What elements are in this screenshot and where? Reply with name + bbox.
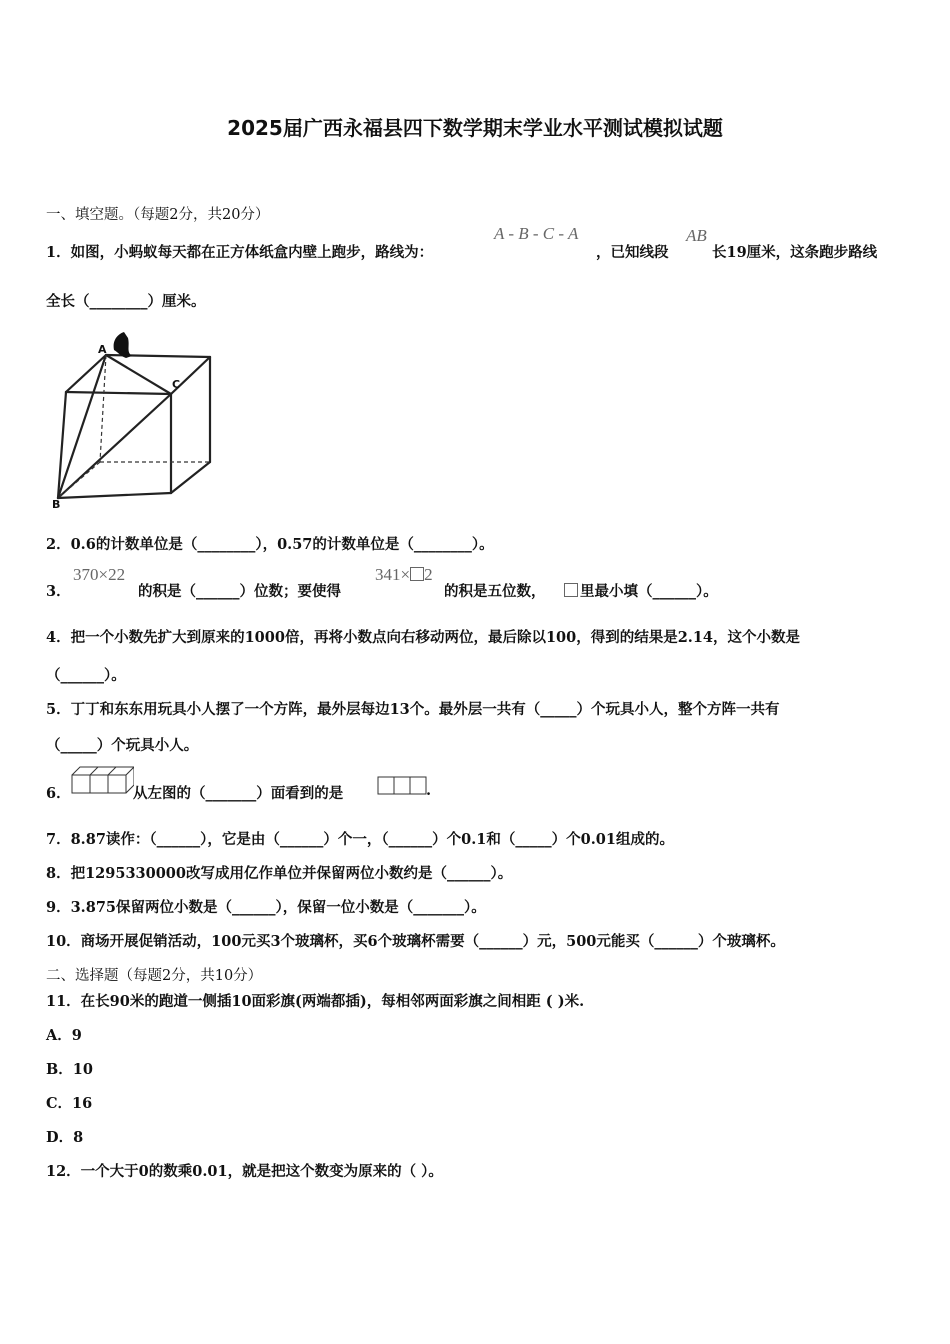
option-c[interactable]: C．16: [46, 1095, 93, 1112]
question-12-text: 12．一个大于0的数乘0.01，就是把这个数变为原来的（ ）。: [46, 1163, 443, 1180]
blocks-3d-figure: [70, 763, 134, 795]
question-3-text-a: 的积是（______）位数；要使得: [138, 583, 341, 600]
option-b[interactable]: B．10: [46, 1061, 93, 1078]
cube-figure: [48, 322, 218, 512]
option-a[interactable]: A．9: [46, 1027, 82, 1044]
vertex-label-a: A: [98, 343, 107, 356]
question-4-text-b: （______）。: [46, 667, 126, 684]
view-squares-figure: [377, 776, 429, 796]
question-3-text-b: 的积是五位数，: [444, 583, 546, 600]
question-5-text-b: （_____）个玩具小人。: [46, 737, 199, 754]
question-3-expr-1: 370×22: [73, 565, 126, 584]
question-6-text-b: .: [426, 782, 432, 799]
question-10-text: 10．商场开展促销活动，100元买3个玻璃杯，买6个玻璃杯需要（______）元，500元能买（______）个玻璃杯。: [46, 933, 785, 950]
question-1-text-b: ，已知线段: [596, 244, 669, 261]
question-11-text: 11．在长90米的跑道一侧插10面彩旗(两端都插)，每相邻两面彩旗之间相距 ( )米.: [46, 993, 585, 1010]
page-title: 2025届广西永福县四下数学期末学业水平测试模拟试题: [227, 116, 723, 140]
question-3-number: 3．: [46, 583, 71, 600]
option-d[interactable]: D．8: [46, 1129, 84, 1146]
question-4-text-a: 4．把一个小数先扩大到原来的1000倍，再将小数点向右移动两位，最后除以100，得到的结果是2.14，这个小数是: [46, 629, 801, 646]
question-2-text: 2．0.6的计数单位是（________），0.57的计数单位是（________）。: [46, 536, 494, 553]
section-1-heading: 一、填空题。（每题2分，共20分）: [46, 207, 270, 223]
question-6-number: 6．: [46, 785, 71, 802]
question-8-text: 8．把1295330000改写成用亿作单位并保留两位小数约是（______）。: [46, 865, 513, 882]
question-3-expr-2: 341× 2: [375, 565, 433, 584]
question-3-text-c: 里最小填（______）。: [580, 583, 718, 600]
question-1-text-a: 1．如图，小蚂蚁每天都在正方体纸盒内壁上跑步，路线为：: [46, 244, 434, 261]
question-1-route: A - B - C - A: [494, 224, 579, 243]
question-9-text: 9．3.875保留两位小数是（______），保留一位小数是（_______）。: [46, 899, 486, 916]
blank-square-icon: [564, 581, 578, 600]
vertex-label-b: B: [52, 498, 61, 511]
section-2-heading: 二、选择题（每题2分，共10分）: [46, 968, 263, 984]
question-7-text: 7．8.87读作：（______），它是由（______）个一，（______）个0.1和（_____）个0.01组成的。: [46, 831, 674, 848]
question-1-segment: AB: [686, 226, 707, 245]
question-6-text-a: 从左图的（_______）面看到的是: [133, 785, 344, 802]
blank-box-icon: [410, 567, 424, 581]
question-1-text-d: 全长（________）厘米。: [46, 293, 206, 310]
question-1-text-c: 长19厘米，这条跑步路线: [712, 244, 878, 261]
vertex-label-c: C: [172, 378, 181, 391]
question-5-text-a: 5．丁丁和东东用玩具小人摆了一个方阵，最外层每边13个。最外层一共有（_____）个玩具小人，整个方阵一共有: [46, 701, 780, 718]
